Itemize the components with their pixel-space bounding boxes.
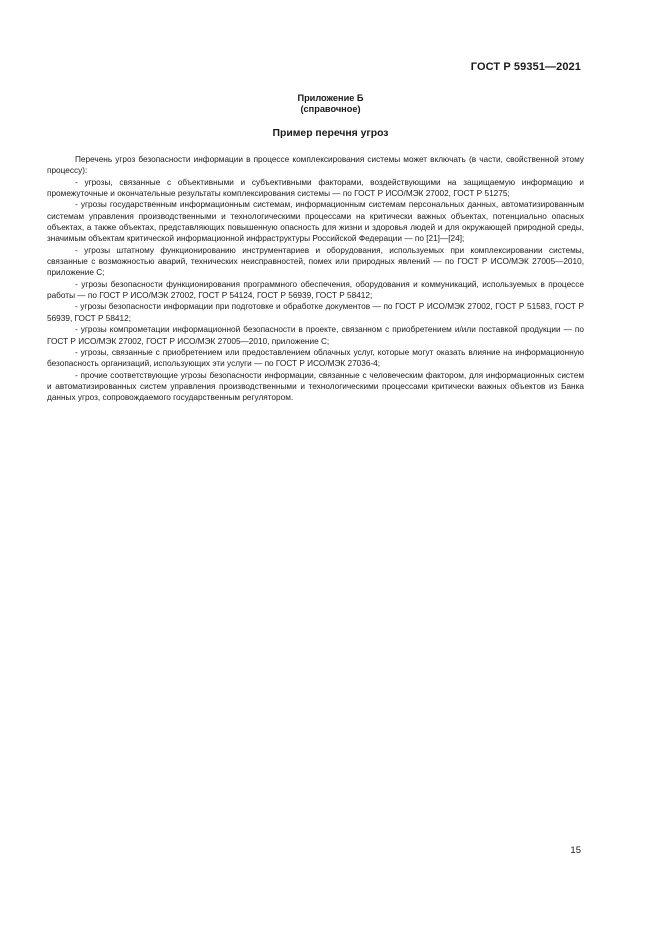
annex-type: (справочное): [300, 104, 361, 114]
standard-code: ГОСТ Р 59351—2021: [470, 61, 581, 73]
list-item: - угрозы штатному функционированию инструментариев и оборудования, используемых при комплексировании системы, связанные с возможностью аварий, технических неисправностей, помех или природных явлений — по ГОСТ Р ИСО/МЭК 27005—2010, приложение С;: [47, 245, 584, 278]
annex-label: Приложение Б: [297, 93, 364, 103]
list-item: - угрозы государственным информационным системам, информационным системам персональных данных, автоматизированным системам управления производственными и технологическими процессами на критически важных объектах, потенциально опасных объектах, а также объектах, представляющих повышенную опасность для жизни и здоровья людей и для окружающей природной среды, значимым объектам критической информационной инфраструктуры Российской Федерации — по [21]—[24];: [47, 200, 584, 244]
list-item: - угрозы, связанные с приобретением или предоставлением облачных услуг, которые могут оказать влияние на информационную безопасность организаций, использующих эти услуги — по ГОСТ Р ИСО/МЭК 27036-4;: [47, 347, 584, 369]
list-item: - прочие соответствующие угрозы безопасности информации, связанные с человеческим фактором, для информационных систем и автоматизированных систем управления производственными и технологическими процессами критически важных объектов из Банка данных угроз, сопровождаемого государственным регулятором.: [47, 370, 584, 403]
annex-heading: [0, 93, 661, 115]
list-item: - угрозы, связанные с объективными и субъективными факторами, воздействующими на защищаемую информацию и промежуточные и окончательные результаты комплексирования системы — по ГОСТ Р ИСО/МЭК 27002, ГОСТ Р 51275;: [47, 177, 584, 199]
list-item: - угрозы компрометации информационной безопасности в проекте, связанном с приобретением и/или поставкой продукции — по ГОСТ Р ИСО/МЭК 27002, ГОСТ Р ИСО/МЭК 27005—2010, приложение С;: [47, 325, 584, 346]
body-text: [47, 154, 584, 404]
list-item: - угрозы безопасности информации при подготовке и обработке документов — по ГОСТ Р ИСО/МЭК 27002, ГОСТ Р 51583, ГОСТ Р 56939, ГОСТ Р 58412;: [47, 302, 584, 323]
intro-paragraph: Перечень угроз безопасности информации в процессе комплексирования системы может включать (в части, свойственной этому процессу):: [47, 155, 584, 176]
section-title: Пример перечня угроз: [272, 128, 389, 139]
page-number: 15: [570, 845, 581, 856]
list-item: - угрозы безопасности функционирования программного обеспечения, оборудования и коммуникаций, используемых в процессе работы — по ГОСТ Р ИСО/МЭК 27002, ГОСТ Р 54124, ГОСТ Р 56939, ГОСТ Р 58412;: [47, 279, 584, 301]
